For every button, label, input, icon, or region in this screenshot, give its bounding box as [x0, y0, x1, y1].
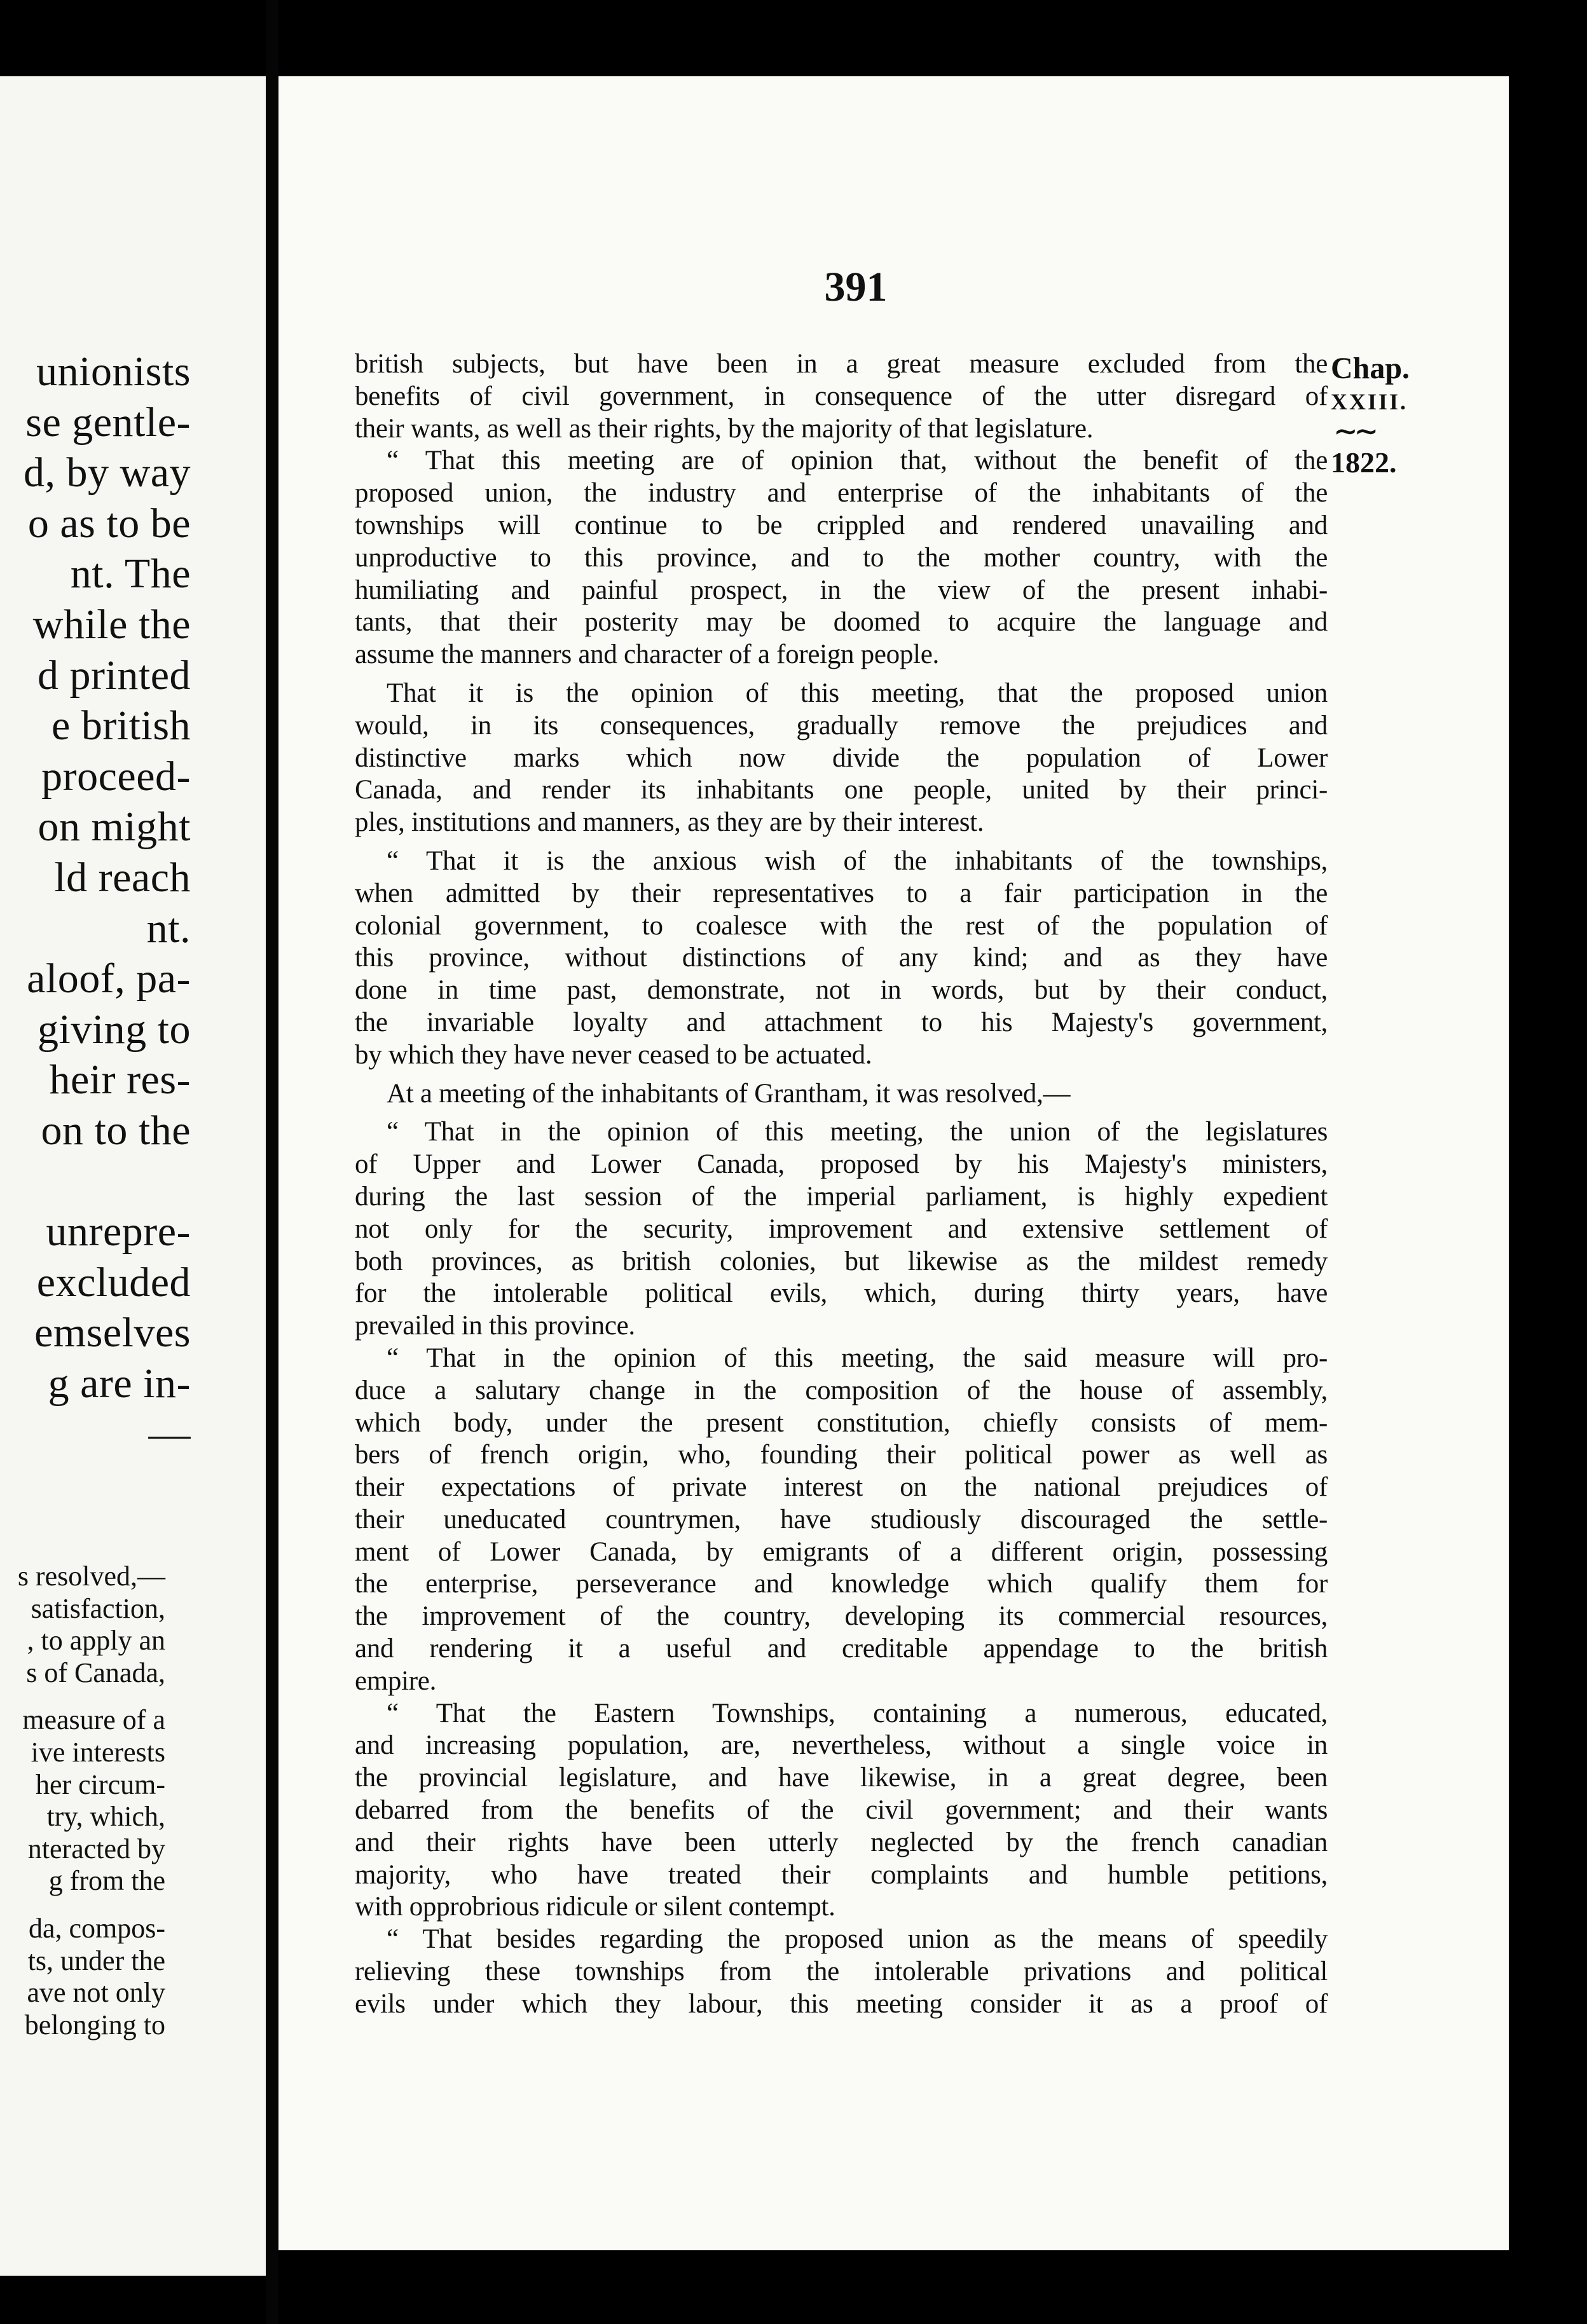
- left-line: da, compos-: [28, 1912, 165, 1944]
- text-line: prevailed in this province.: [355, 1311, 635, 1341]
- text-line: empire.: [355, 1665, 437, 1696]
- left-page-upper-text: [0, 346, 266, 1459]
- text-line: and rendering it a useful and creditable appendage to the british: [355, 1634, 1328, 1664]
- text-line: duce a salutary change in the composition of the house of assembly,: [355, 1375, 1328, 1405]
- text-line: with opprobrious ridicule or silent contempt.: [355, 1892, 835, 1922]
- page-gutter: [266, 0, 278, 2324]
- left-line: ive interests: [31, 1736, 165, 1768]
- left-line: nteracted by: [27, 1833, 165, 1864]
- text-line: their uneducated countrymen, have studiously discouraged the settle-: [355, 1504, 1328, 1535]
- left-line: ld reach: [54, 854, 191, 901]
- page-number: 391: [824, 264, 888, 310]
- left-line: satisfaction,: [31, 1592, 165, 1624]
- text-line: Canada, and render its inhabitants one people, united by their princi-: [355, 775, 1328, 805]
- text-line: “ That this meeting are of opinion that, without the benefit of the: [387, 446, 1328, 476]
- left-line: , to apply an: [27, 1625, 165, 1657]
- text-line: during the last session of the imperial parliament, is highly expedient: [355, 1181, 1328, 1212]
- left-line: belonging to: [24, 2009, 165, 2040]
- left-line-blank: [0, 1689, 266, 1704]
- text-line: for the intolerable political evils, which, during thirty years, have: [355, 1278, 1328, 1309]
- text-line: evils under which they labour, this meeting consider it as a proof of: [355, 1988, 1328, 2019]
- left-line: g are in-: [48, 1360, 191, 1407]
- left-line: try, which,: [46, 1801, 165, 1833]
- left-line: heir res-: [49, 1056, 191, 1104]
- left-line-blank: [0, 1897, 266, 1913]
- left-line-blank: [0, 1156, 266, 1207]
- left-line: o as to be: [27, 500, 191, 547]
- text-line: bers of french origin, who, founding their political power as well as: [355, 1440, 1328, 1470]
- text-line: tants, that their posterity may be doomed to acquire the language and: [355, 607, 1328, 638]
- text-line: unproductive to this province, and to the mother country, with the: [355, 542, 1328, 573]
- chapter-numeral: XXIII.: [1331, 389, 1408, 414]
- text-line: the enterprise, perseverance and knowledge which qualify them for: [355, 1569, 1328, 1599]
- text-line: by which they have never ceased to be actuated.: [355, 1039, 872, 1070]
- text-line: would, in its consequences, gradually remove the prejudices and: [355, 710, 1328, 741]
- scan-border: [1509, 0, 1587, 2324]
- text-line: this province, without distinctions of any kind; and as they have: [355, 943, 1328, 973]
- text-line: relieving these townships from the intolerable privations and political: [355, 1957, 1328, 1987]
- left-line: d printed: [38, 652, 191, 699]
- left-line: proceed-: [41, 753, 191, 800]
- left-line: g from the: [48, 1865, 165, 1897]
- text-line: debarred from the benefits of the civil government; and their wants: [355, 1795, 1328, 1826]
- text-line: ment of Lower Canada, by emigrants of a different origin, possessing: [355, 1536, 1328, 1567]
- text-line: of Upper and Lower Canada, proposed by his Majesty's ministers,: [355, 1149, 1328, 1180]
- text-line: their wants, as well as their rights, by the majority of that legislature.: [355, 413, 1094, 444]
- left-line: s resolved,—: [17, 1561, 165, 1592]
- text-line: not only for the security, improvement and extensive settlement of: [355, 1213, 1328, 1244]
- chapter-label: Chap.: [1331, 352, 1410, 385]
- left-page-fragment: [0, 76, 266, 2276]
- left-line: unionists: [36, 348, 191, 395]
- left-line: se gentle-: [25, 399, 191, 446]
- text-line: townships will continue to be crippled and rendered unavailing and: [355, 510, 1328, 540]
- left-line: s of Canada,: [26, 1657, 165, 1688]
- text-line: proposed union, the industry and enterprise of the inhabitants of the: [355, 478, 1328, 509]
- left-line: ts, under the: [27, 1945, 165, 1976]
- left-line: aloof, pa-: [27, 955, 191, 1002]
- left-line: on might: [38, 803, 191, 851]
- left-line: while the: [32, 601, 191, 648]
- text-line: the invariable loyalty and attachment to his Majesty's government,: [355, 1007, 1328, 1037]
- text-line: the provincial legislature, and have likewise, in a great degree, been: [355, 1763, 1328, 1793]
- left-line: e british: [52, 702, 191, 749]
- text-line: assume the manners and character of a foreign people.: [355, 639, 939, 670]
- left-line: nt. The: [70, 550, 191, 598]
- text-line: benefits of civil government, in consequence of the utter disregard of: [355, 381, 1328, 411]
- left-line: emselves: [34, 1309, 191, 1357]
- text-line: “ That besides regarding the proposed union as the means of speedily: [387, 1924, 1328, 1955]
- text-line: colonial government, to coalesce with the rest of the population of: [355, 910, 1328, 941]
- text-line: majority, who have treated their complaints and humble petitions,: [355, 1859, 1328, 1890]
- margin-year: 1822.: [1331, 446, 1397, 479]
- text-line: both provinces, as british colonies, but likewise as the mildest remedy: [355, 1246, 1328, 1276]
- text-line: ples, institutions and manners, as they are by their interest.: [355, 807, 984, 838]
- text-line: That it is the opinion of this meeting, that the proposed union: [387, 678, 1328, 708]
- decorative-swash-icon: ∼∼: [1333, 415, 1375, 448]
- left-page-lower-text: [0, 1561, 266, 2041]
- text-line: when admitted by their representatives to a fair participation in the: [355, 878, 1328, 908]
- left-line: measure of a: [22, 1704, 165, 1736]
- text-line: At a meeting of the inhabitants of Grantham, it was resolved,—: [387, 1078, 1071, 1109]
- text-line: their expectations of private interest on the national prejudices of: [355, 1472, 1328, 1503]
- text-line: “ That it is the anxious wish of the inhabitants of the townships,: [387, 845, 1328, 876]
- left-line: giving to: [37, 1006, 191, 1053]
- text-line: distinctive marks which now divide the population of Lower: [355, 742, 1328, 773]
- left-line: unrepre-: [46, 1208, 191, 1255]
- text-line: “ That in the opinion of this meeting, the said measure will pro-: [387, 1343, 1328, 1373]
- left-line: excluded: [36, 1259, 191, 1306]
- text-line: humiliating and painful prospect, in the view of the present inhabi-: [355, 575, 1328, 605]
- margin-note: [1331, 353, 1426, 479]
- text-line: british subjects, but have been in a great measure excluded from the: [355, 349, 1328, 379]
- left-line: her circum-: [36, 1768, 165, 1800]
- text-line: which body, under the present constitution, chiefly consists of mem-: [355, 1407, 1328, 1438]
- left-line: ave not only: [27, 1977, 165, 2009]
- text-line: done in time past, demonstrate, not in words, but by their conduct,: [355, 975, 1328, 1006]
- left-line: on to the: [41, 1107, 191, 1154]
- text-line: “ That in the opinion of this meeting, the union of the legislatures: [387, 1117, 1328, 1147]
- body-text: [355, 348, 1328, 2021]
- text-line: the improvement of the country, developing its commercial resources,: [355, 1601, 1328, 1632]
- text-line: and increasing population, are, nevertheless, without a single voice in: [355, 1730, 1328, 1761]
- left-line: nt.: [146, 905, 191, 952]
- left-line: d, by way: [24, 449, 191, 496]
- text-line: and their rights have been utterly neglected by the french canadian: [355, 1827, 1328, 1857]
- text-line: “ That the Eastern Townships, containing a numerous, educated,: [387, 1698, 1328, 1728]
- left-line: —: [148, 1411, 191, 1458]
